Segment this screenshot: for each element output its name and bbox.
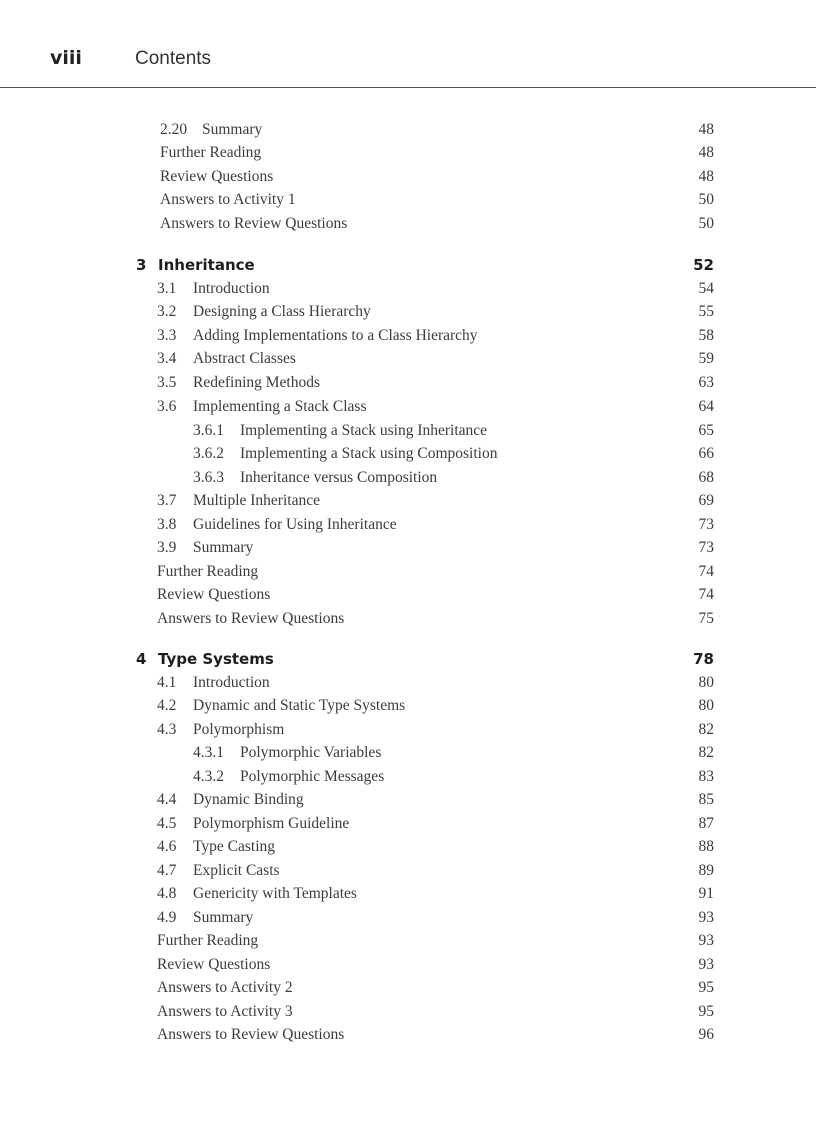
toc-entry-page: 80 (698, 674, 714, 691)
toc-entry-number: 4.8 (157, 885, 177, 902)
toc-entry-title: Answers to Review Questions (160, 215, 348, 232)
toc-entry-page: 54 (698, 280, 714, 297)
chapter-title: Inheritance (158, 256, 255, 274)
toc-entry-title: Adding Implementations to a Class Hierarchy (193, 327, 478, 344)
toc-entry-page: 89 (698, 862, 714, 879)
toc-entry-page: 50 (698, 215, 714, 232)
toc-entry-number: 2.20 (160, 121, 188, 138)
toc-entry-page: 68 (698, 469, 714, 486)
toc-entry-title: Dynamic and Static Type Systems (193, 697, 406, 714)
page-number: viii (50, 47, 82, 69)
toc-entry-page: 82 (698, 721, 714, 738)
toc-entry-page: 74 (698, 563, 714, 580)
toc-entry-page: 48 (698, 121, 714, 138)
toc-entry-page: 87 (698, 815, 714, 832)
toc-entry-title: Polymorphic Messages (240, 768, 385, 785)
toc-entry-title: Type Casting (193, 838, 276, 855)
toc-entry-title: Explicit Casts (193, 862, 280, 879)
toc-entry-page: 95 (698, 1003, 714, 1020)
toc-entry-title: Further Reading (157, 932, 259, 949)
toc-entry-number: 4.3.1 (193, 744, 224, 761)
toc-entry-page: 93 (698, 932, 714, 949)
toc-entry-title: Implementing a Stack Class (193, 398, 367, 415)
toc-entry-title: Introduction (193, 280, 270, 297)
toc-entry-title: Answers to Activity 2 (157, 979, 293, 996)
toc-entry-title: Summary (193, 909, 254, 926)
toc-entry-title: Further Reading (160, 144, 262, 161)
toc-entry-title: Summary (202, 121, 263, 138)
toc-entry-page: 95 (698, 979, 714, 996)
toc-entry-page: 48 (698, 144, 714, 161)
toc-entry-page: 93 (698, 956, 714, 973)
toc-entry-number: 3.4 (157, 350, 177, 367)
toc-entry-number: 3.6.1 (193, 422, 224, 439)
toc-entry-title: Polymorphism Guideline (193, 815, 350, 832)
toc-entry-title: Multiple Inheritance (193, 492, 320, 509)
toc-entry-number: 3.1 (157, 280, 177, 297)
toc-entry-title: Abstract Classes (193, 350, 296, 367)
toc-entry-page: 64 (698, 398, 714, 415)
toc-entry-page: 55 (698, 303, 714, 320)
toc-entry-title: Answers to Review Questions (157, 1026, 345, 1043)
toc-entry-page: 73 (698, 516, 714, 533)
toc-entry-title: Designing a Class Hierarchy (193, 303, 371, 320)
toc-entry-page: 83 (698, 768, 714, 785)
running-head: Contents (135, 48, 212, 69)
toc-entry-page: 63 (698, 374, 714, 391)
chapter-number: 3 (136, 256, 147, 274)
toc-entry-number: 4.3 (157, 721, 177, 738)
toc-entry-title: Inheritance versus Composition (240, 469, 438, 486)
toc-entry-number: 3.3 (157, 327, 177, 344)
toc-entry-title: Answers to Review Questions (157, 610, 345, 627)
toc-entry-title: Implementing a Stack using Inheritance (240, 422, 488, 439)
toc-entry-page: 96 (698, 1026, 714, 1043)
toc-entry-number: 3.8 (157, 516, 177, 533)
toc-entry-page: 74 (698, 586, 714, 603)
chapter-title: Type Systems (158, 650, 274, 668)
toc-entry-number: 4.6 (157, 838, 177, 855)
chapter-page: 52 (693, 256, 714, 274)
toc-entry-number: 3.7 (157, 492, 177, 509)
toc-entry-number: 4.1 (157, 674, 177, 691)
toc-entry-page: 58 (698, 327, 714, 344)
toc-entry-number: 4.9 (157, 909, 177, 926)
toc-entry-page: 66 (698, 445, 714, 462)
toc-entry-number: 4.4 (157, 791, 177, 808)
toc-entry-number: 4.7 (157, 862, 177, 879)
toc-entry-title: Further Reading (157, 563, 259, 580)
toc-entry-title: Introduction (193, 674, 270, 691)
toc-entry-title: Review Questions (160, 168, 274, 185)
toc-entry-page: 73 (698, 539, 714, 556)
toc-entry-title: Answers to Activity 3 (157, 1003, 293, 1020)
chapter-number: 4 (136, 650, 147, 668)
chapter-page: 78 (693, 650, 714, 668)
toc-entry-page: 93 (698, 909, 714, 926)
toc-entry-page: 50 (698, 191, 714, 208)
toc-entry-page: 65 (698, 422, 714, 439)
toc-entry-page: 48 (698, 168, 714, 185)
toc-entry-title: Review Questions (157, 586, 271, 603)
toc-entry-number: 3.6.2 (193, 445, 224, 462)
toc-entry-number: 4.2 (157, 697, 177, 714)
toc-entry-title: Redefining Methods (193, 374, 320, 391)
toc-entry-page: 88 (698, 838, 714, 855)
toc-entry-title: Genericity with Templates (193, 885, 357, 902)
toc-entry-title: Guidelines for Using Inheritance (193, 516, 397, 533)
toc-entry-number: 3.6.3 (193, 469, 224, 486)
toc-entry-number: 3.2 (157, 303, 177, 320)
toc-entry-number: 3.9 (157, 539, 177, 556)
toc-entry-title: Polymorphic Variables (240, 744, 382, 761)
toc-entry-title: Summary (193, 539, 254, 556)
toc-entry-number: 4.3.2 (193, 768, 224, 785)
page-header (0, 0, 816, 88)
toc-entry-title: Implementing a Stack using Composition (240, 445, 498, 462)
toc-entry-title: Review Questions (157, 956, 271, 973)
toc-entry-page: 59 (698, 350, 714, 367)
toc-entry-page: 75 (698, 610, 714, 627)
toc-entry-title: Dynamic Binding (193, 791, 304, 808)
toc-entry-title: Answers to Activity 1 (160, 191, 296, 208)
header-rule (0, 87, 816, 88)
toc-entry-page: 69 (698, 492, 714, 509)
toc-entry-number: 3.5 (157, 374, 177, 391)
toc-entry-title: Polymorphism (193, 721, 285, 738)
toc-entry-page: 82 (698, 744, 714, 761)
toc-entry-page: 85 (698, 791, 714, 808)
toc-entry-page: 80 (698, 697, 714, 714)
toc-entry-number: 3.6 (157, 398, 177, 415)
toc-entry-page: 91 (698, 885, 714, 902)
toc-entry-number: 4.5 (157, 815, 177, 832)
